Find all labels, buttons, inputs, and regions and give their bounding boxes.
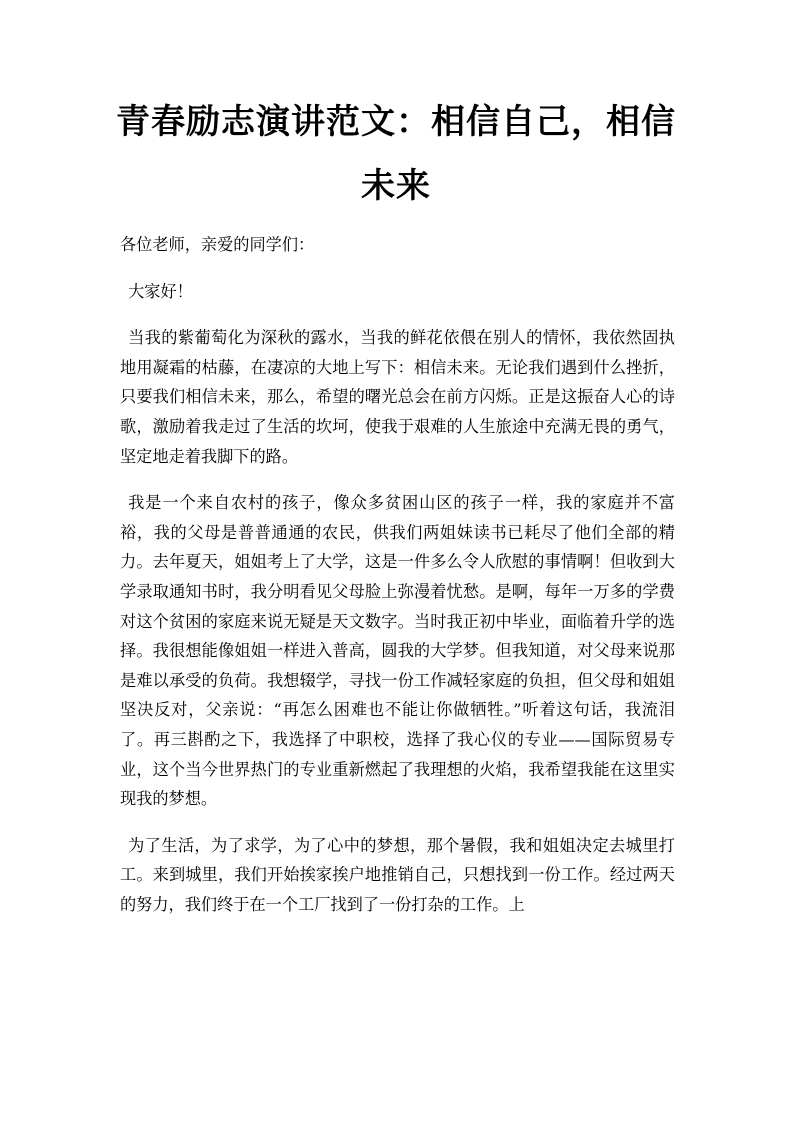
paragraph-greeting: 大家好！ xyxy=(128,281,193,301)
document-title: 青春励志演讲范文：相信自己，相信未来 xyxy=(116,102,676,206)
paragraph-work: 为了生活，为了求学，为了心中的梦想，那个暑假，我和姐姐决定去城里打工。来到城里，我们开始挨家挨户地推销自己，只想找到一份工作。经过两天的努力，我们终于在一个工厂找到了一份打杂的工作。上 xyxy=(120,835,675,914)
document-body xyxy=(120,230,675,936)
salutation: 各位老师，亲爱的同学们： xyxy=(120,235,315,254)
paragraph-family: 我是一个来自农村的孩子，像众多贫困山区的孩子一样，我的家庭并不富裕，我的父母是普普通通的农民，供我们两姐妹读书已耗尽了他们全部的精力。去年夏天，姐姐考上了大学，这是一件多么令人欣慰的事情啊！但收到大学录取通知书时，我分明看见父母脸上弥漫着忧愁。是啊，每年一万多的学费对这个贫困的家庭来说无疑是天文数字。当时我正初中毕业，面临着升学的选择。我很想能像姐姐一样进入普高，圆我的大学梦。但我知道，对父母来说那是难以承受的负荷。我想辍学，寻找一份工作减轻家庭的负担，但父母和姐姐坚决反对，父亲说：“再怎么困难也不能让你做牺牲。”听着这句话，我流泪了。再三斟酌之下，我选择了中职校，选择了我心仪的专业——国际贸易专业，这个当今世界热门的专业重新燃起了我理想的火焰，我希望我能在这里实现我的梦想。 xyxy=(120,493,675,809)
paragraph-poem: 当我的紫葡萄化为深秋的露水，当我的鲜花依偎在别人的情怀，我依然固执地用凝霜的枯藤，在凄凉的大地上写下：相信未来。无论我们遇到什么挫折，只要我们相信未来，那么，希望的曙光总会在前方闪烁。正是这振奋人心的诗歌，激励着我走过了生活的坎坷，使我于艰难的人生旅途中充满无畏的勇气，坚定地走着我脚下的路。 xyxy=(120,328,675,466)
